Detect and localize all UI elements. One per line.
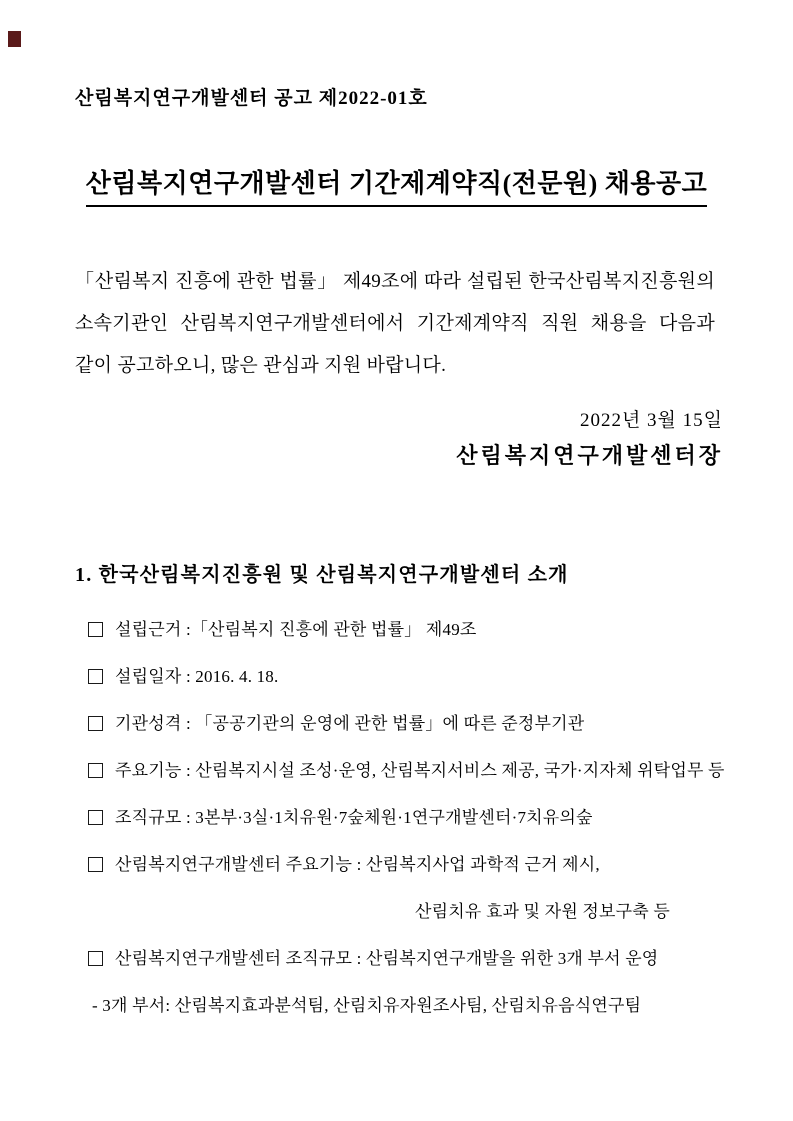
page-title: 산림복지연구개발센터 기간제계약직(전문원) 채용공고 bbox=[86, 168, 708, 207]
list-item-text: 설립일자 : 2016. 4. 18. bbox=[115, 667, 279, 686]
info-list bbox=[88, 618, 793, 1017]
list-item-founding-basis bbox=[88, 618, 793, 641]
list-item-text: 산림복지연구개발센터 조직규모 : 산림복지연구개발을 위한 3개 부서 운영 bbox=[115, 949, 659, 968]
title-wrap bbox=[0, 168, 793, 207]
paragraph-line: 소속기관인 산림복지연구개발센터에서 기간제계약직 직원 채용을 다음과 bbox=[75, 313, 715, 334]
list-item-center-functions bbox=[88, 853, 793, 923]
corner-mark bbox=[8, 31, 21, 47]
checkbox-icon bbox=[88, 857, 103, 872]
list-item-text: 주요기능 : 산림복지시설 조성·운영, 산림복지서비스 제공, 국가·지자체 위탁업무 등 bbox=[115, 761, 725, 780]
list-item-main-functions bbox=[88, 759, 793, 782]
list-item-subline: - 3개 부서: 산림복지효과분석팀, 산림치유자원조사팀, 산림치유음식연구팀 bbox=[92, 996, 642, 1015]
signature-title: 산림복지연구개발센터장 bbox=[456, 443, 723, 468]
list-item-founding-date bbox=[88, 665, 793, 688]
notice-number: 산림복지연구개발센터 공고 제2022-01호 bbox=[75, 88, 428, 109]
checkbox-icon bbox=[88, 716, 103, 731]
list-item-text: 산림복지연구개발센터 주요기능 : 산림복지사업 과학적 근거 제시, bbox=[115, 855, 600, 874]
checkbox-icon bbox=[88, 763, 103, 778]
list-item-text: 기관성격 : 「공공기관의 운영에 관한 법률」에 따른 준정부기관 bbox=[115, 714, 585, 733]
checkbox-icon bbox=[88, 951, 103, 966]
list-item-text: 설립근거 :「산림복지 진흥에 관한 법률」 제49조 bbox=[115, 620, 477, 639]
list-item-center-organization bbox=[88, 947, 793, 1017]
list-item-text: 조직규모 : 3본부·3실·1치유원·7숲체원·1연구개발센터·7치유의숲 bbox=[115, 808, 593, 827]
list-item-continuation: 산림치유 효과 및 자원 정보구축 등 bbox=[415, 902, 670, 921]
checkbox-icon bbox=[88, 810, 103, 825]
list-item-organization-scale bbox=[88, 806, 793, 829]
checkbox-icon bbox=[88, 669, 103, 684]
intro-paragraph bbox=[75, 261, 715, 387]
list-item-institution-type bbox=[88, 712, 793, 735]
section-1-heading: 1. 한국산림복지진흥원 및 산림복지연구개발센터 소개 bbox=[75, 564, 569, 586]
announcement-date: 2022년 3월 15일 bbox=[579, 410, 723, 431]
paragraph-line: 같이 공고하오니, 많은 관심과 지원 바랍니다. bbox=[75, 355, 447, 376]
paragraph-line: 「산림복지 진흥에 관한 법률」 제49조에 따라 설립된 한국산림복지진흥원의 bbox=[75, 271, 715, 292]
checkbox-icon bbox=[88, 622, 103, 637]
